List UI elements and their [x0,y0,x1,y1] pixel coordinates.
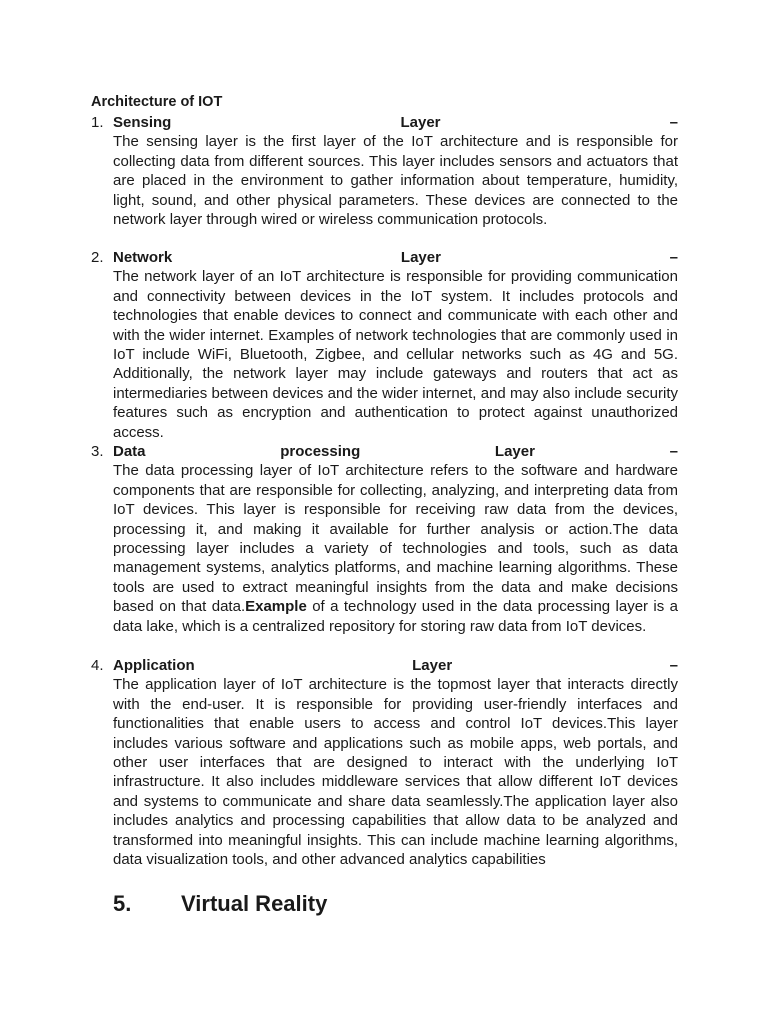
heading-word: – [669,249,678,266]
list-item-paragraph: The application layer of IoT architecture is the topmost layer that interacts directly with the end-user. It is responsible for providing user-friendly interfaces and functionalities that enable users to access and control IoT devices.This layer includes various software and applications such as mobile apps, web portals, and other user interfaces that are designed to interact with the underlying IoT infrastructure. It also includes middleware services that allow different IoT devices and systems to communicate and share data seamlessly.The application layer also includes analytics and processing capabilities that allow data to be analyzed and transformed into meaningful insights. This can include machine learning algorithms, data visualization tools, and other advanced analytics capabilities [113,676,678,869]
list-item-paragraph [113,461,678,636]
list-item-number: 2. [91,249,104,266]
heading-word: – [669,114,678,131]
section-number: 5. [113,891,132,916]
heading-word: – [669,657,678,674]
heading-word: Network [113,249,173,266]
list-item-application-layer [91,656,678,869]
list-item-heading [113,113,678,132]
list-item-paragraph: The sensing layer is the first layer of the IoT architecture and is responsible for collecting data from different sources. This layer includes sensors and actuators that are placed in the environment to gather information about temperature, humidity, light, sound, and other physical parameters. These devices are connected to the network layer through wired or wireless communication protocols. [113,133,678,229]
document-title: Architecture of IOT [91,94,223,110]
section-heading [113,890,327,918]
list-item-heading [113,248,678,267]
section-title: Virtual Reality [181,891,328,916]
heading-word: Layer [412,657,453,674]
paragraph-text: The data processing layer of IoT architecture refers to the software and hardware components that are responsible for collecting, analyzing, and interpreting data from IoT devices. This layer is responsible for receiving raw data from the devices, processing it, and making it available for further analysis or action.The data processing layer includes a variety of technologies and tools, such as data management systems, analytics platforms, and machine learning algorithms. These tools are used to extract meaningful insights from the data and make decisions based on that data. [113,462,678,616]
heading-word: – [669,443,678,460]
paragraph-text: of a technology used in the data processing layer is a data lake, which is a centralized repository for storing raw data from IoT devices. [113,598,678,635]
list-item-number: 1. [91,114,104,131]
list-item-data-processing-layer [91,442,678,636]
list-item-network-layer [91,248,678,442]
list-item-number: 4. [91,657,104,674]
heading-word: Data [113,443,146,460]
heading-word: Layer [400,249,441,266]
list-item-number: 3. [91,443,104,460]
heading-word: Application [113,657,195,674]
list-item-heading [113,442,678,461]
heading-word: Sensing [113,114,172,131]
paragraph-bold-text: Example [245,598,307,616]
heading-word: Layer [400,114,441,131]
list-item-paragraph: The network layer of an IoT architecture is responsible for providing communication and connectivity between devices in the IoT system. It includes protocols and technologies that enable devices to connect and communicate with each other and with the wider internet. Examples of network technologies that are commonly used in IoT include WiFi, Bluetooth, Zigbee, and cellular networks such as 4G and 5G. Additionally, the network layer may include gateways and routers that act as intermediaries between devices and the wider internet, and may also include security features such as encryption and authentication to protect against unauthorized access. [113,268,678,441]
heading-word: Layer [494,443,535,460]
heading-word: processing [280,443,361,460]
list-item-sensing-layer [91,113,678,229]
list-item-heading [113,656,678,675]
